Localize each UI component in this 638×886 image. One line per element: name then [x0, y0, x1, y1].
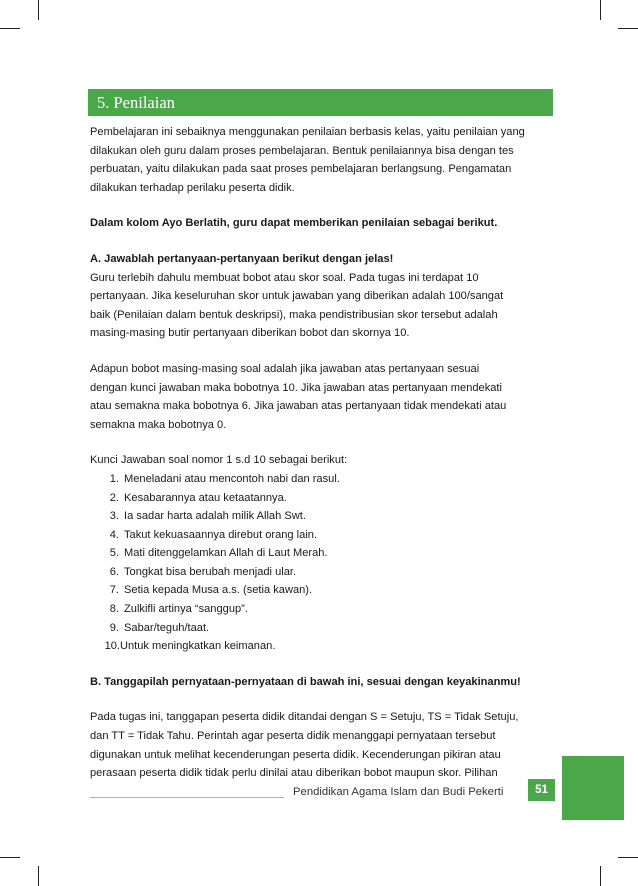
list-item [90, 526, 555, 545]
list-item [90, 600, 555, 619]
answer-text: Untuk meningkatkan keimanan. [120, 640, 276, 653]
answer-text: Zulkifli artinya “sanggup”. [124, 603, 248, 616]
intro-line: Pembelajaran ini sebaiknya menggunakan penilaian berbasis kelas, yaitu penilaian yang [90, 126, 525, 138]
intro-line: perbuatan, yaitu dilakukan pada saat proses pembelajaran berlangsung. Pengamatan [90, 163, 512, 176]
part-b-heading: B. Tanggapilah pernyataan-pernyataan di bawah ini, sesuai dengan keyakinanmu! [90, 675, 521, 688]
part-a-line: Guru terlebih dahulu membuat bobot atau skor soal. Pada tugas ini terdapat 10 [90, 271, 479, 284]
bobot-line: semakna maka bobotnya 0. [90, 418, 227, 431]
part-b-line: perasaan peserta didik tidak perlu dinilai atau diberikan bobot maupun skor. Pilihan [90, 767, 498, 780]
answer-text: Sabar/teguh/taat. [124, 621, 210, 634]
answer-number: 1. [109, 472, 119, 485]
list-item [90, 507, 555, 526]
answer-text: Setia kepada Musa a.s. (setia kawan). [124, 584, 313, 597]
part-a-heading: A. Jawablah pertanyaan-pertanyaan berikut dengan jelas! [90, 252, 394, 265]
answer-text: Kesabarannya atau ketaatannya. [124, 491, 287, 504]
part-a-line: pertanyaan. Jika keseluruhan skor untuk jawaban yang diberikan adalah 100/sangat [90, 290, 504, 303]
page-content [90, 123, 555, 783]
intro-line: dilakukan oleh guru dalam proses pembelajaran. Bentuk penilaiannya bisa dengan tes [90, 144, 514, 157]
answer-text: Ia sadar harta adalah milik Allah Swt. [124, 510, 306, 523]
corner-green-block [562, 756, 624, 820]
footer-divider [90, 797, 284, 798]
crop-mark [600, 866, 601, 886]
answer-number: 9. [109, 621, 119, 634]
answer-number: 10. [104, 640, 120, 653]
answer-text: Meneladani atau mencontoh nabi dan rasul. [124, 472, 340, 485]
part-b-line: digunakan untuk melihat kecenderungan peserta didik. Kecenderungan pikiran atau [90, 748, 501, 761]
list-item [90, 619, 555, 638]
kunci-intro: Kunci Jawaban soal nomor 1 s.d 10 sebagai berikut: [90, 454, 348, 467]
answer-key-list [90, 470, 555, 656]
list-item [90, 544, 555, 563]
answer-number: 8. [109, 603, 119, 616]
bobot-line: atau semakna maka bobotnya 6. Jika jawaban atas pertanyaan tidak mendekati atau [90, 400, 507, 413]
crop-mark [618, 28, 638, 29]
section-title: 5. Penilaian [97, 92, 175, 112]
answer-number: 7. [109, 584, 119, 597]
footer-book-title: Pendidikan Agama Islam dan Budi Pekerti [293, 786, 504, 798]
list-item [90, 470, 555, 489]
ayo-berlatih-heading: Dalam kolom Ayo Berlatih, guru dapat memberikan penilaian sebagai berikut. [90, 217, 498, 230]
crop-mark [600, 0, 601, 20]
part-b-line: Pada tugas ini, tanggapan peserta didik ditandai dengan S = Setuju, TS = Tidak Setuju, [90, 711, 519, 724]
part-a-line: masing-masing butir pertanyaan diberikan bobot dan skornya 10. [90, 327, 410, 340]
answer-number: 4. [109, 528, 119, 541]
answer-text: Mati ditenggelamkan Allah di Laut Merah. [124, 547, 328, 560]
answer-number: 5. [109, 547, 119, 560]
answer-number: 6. [109, 565, 119, 578]
answer-text: Tongkat bisa berubah menjadi ular. [124, 565, 297, 578]
part-b-line: dan TT = Tidak Tahu. Perintah agar peserta didik menanggapi pernyataan tersebut [90, 730, 496, 743]
crop-mark [0, 857, 20, 858]
section-header [88, 89, 553, 116]
answer-text: Takut kekuasaannya direbut orang lain. [124, 528, 318, 541]
answer-number: 2. [109, 491, 119, 504]
list-item [90, 489, 555, 508]
list-item [90, 563, 555, 582]
crop-mark [0, 28, 20, 29]
list-item [90, 581, 555, 600]
crop-mark [38, 866, 39, 886]
crop-mark [38, 0, 39, 20]
answer-number: 3. [109, 510, 119, 523]
bobot-line: Adapun bobot masing-masing soal adalah jika jawaban atas pertanyaan sesuai [90, 362, 480, 375]
bobot-line: dengan kunci jawaban maka bobotnya 10. Jika jawaban atas pertanyaan mendekati [90, 381, 502, 394]
crop-mark [618, 857, 638, 858]
page-number: 51 [528, 779, 555, 801]
part-a-line: baik (Penilaian dalam bentuk deskripsi), maka pendistribusian skor tersebut adalah [90, 308, 498, 321]
list-item [90, 637, 555, 656]
intro-line: dilakukan terhadap perilaku peserta didik. [90, 181, 295, 194]
